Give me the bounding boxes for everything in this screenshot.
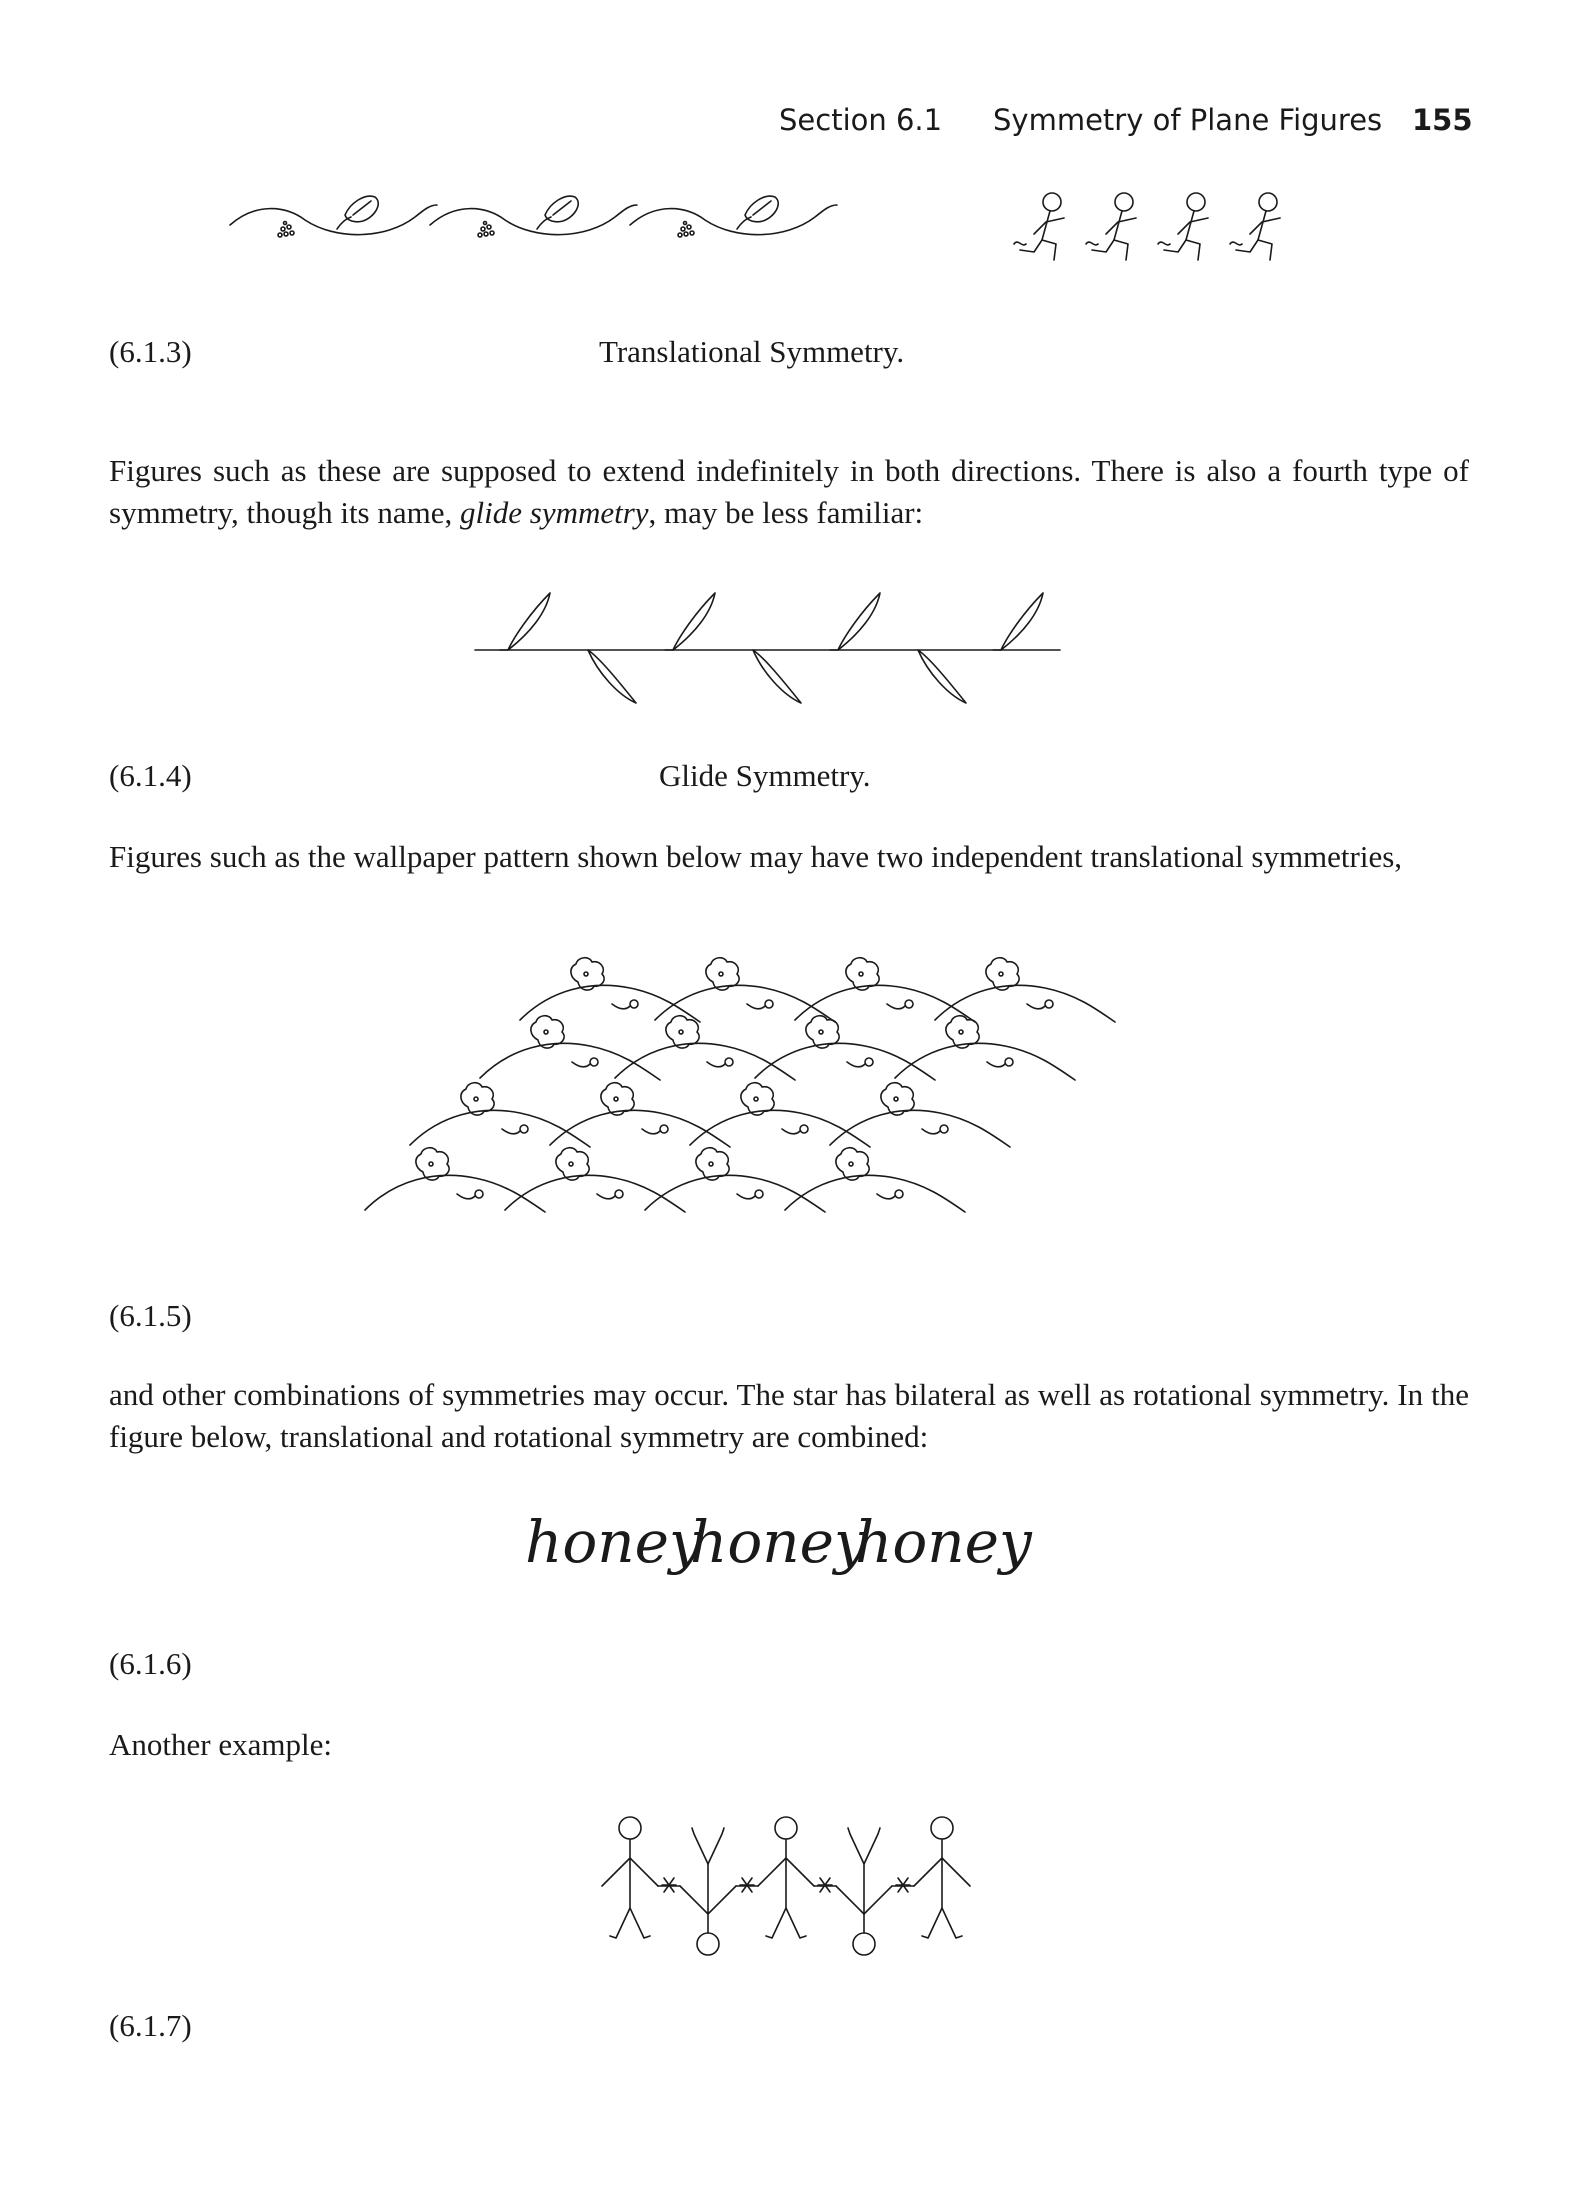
glide-symmetry-leaves-figure — [470, 585, 1070, 715]
figure-number-6-1-5: (6.1.5) — [109, 1298, 192, 1333]
honey-word-1: honey — [525, 1508, 702, 1576]
figure-number-6-1-6: (6.1.6) — [109, 1646, 192, 1681]
honey-cursive-figure — [525, 1500, 1045, 1610]
honey-word-2: honey — [690, 1508, 867, 1576]
paragraph-wallpaper-intro — [109, 836, 1469, 878]
running-header-section: Section 6.1 — [779, 103, 943, 137]
paragraph-another-example — [109, 1724, 1469, 1766]
running-header-title: Symmetry of Plane Figures — [993, 103, 1383, 137]
paragraph-combined-symmetry — [109, 1374, 1469, 1458]
wallpaper-pattern-figure — [360, 960, 1210, 1260]
figure-number-6-1-4: (6.1.4) — [109, 758, 192, 793]
figure-number-6-1-3: (6.1.3) — [109, 334, 192, 369]
running-figures-pattern — [1012, 188, 1342, 288]
figure-number-6-1-7: (6.1.7) — [109, 2008, 192, 2043]
figure-caption-translational: Translational Symmetry. — [599, 334, 905, 369]
paragraph-text: Figures such as these are supposed to extend indefinitely in both directions. There is also a fourth type of symmetry, though its name, — [109, 453, 1469, 530]
page-number: 155 — [1412, 103, 1473, 137]
stick-figures-chain-figure — [580, 1808, 990, 1968]
figure-caption-glide: Glide Symmetry. — [659, 758, 871, 793]
paragraph-text: Figures such as the wallpaper pattern shown below may have two independent translational symmetries, — [109, 839, 1403, 874]
paragraph-glide-intro — [109, 450, 1469, 534]
honey-word-3: honey — [855, 1508, 1032, 1576]
paragraph-text: and other combinations of symmetries may occur. The star has bilateral as well as rotational symmetry. In the figure below, translational and rotational symmetry are combined: — [109, 1377, 1469, 1454]
term-glide-symmetry: glide symmetry — [460, 495, 649, 530]
paragraph-text: , may be less familiar: — [648, 495, 924, 530]
vine-leaf-pattern-figure — [225, 185, 855, 265]
paragraph-text: Another example: — [109, 1727, 332, 1762]
